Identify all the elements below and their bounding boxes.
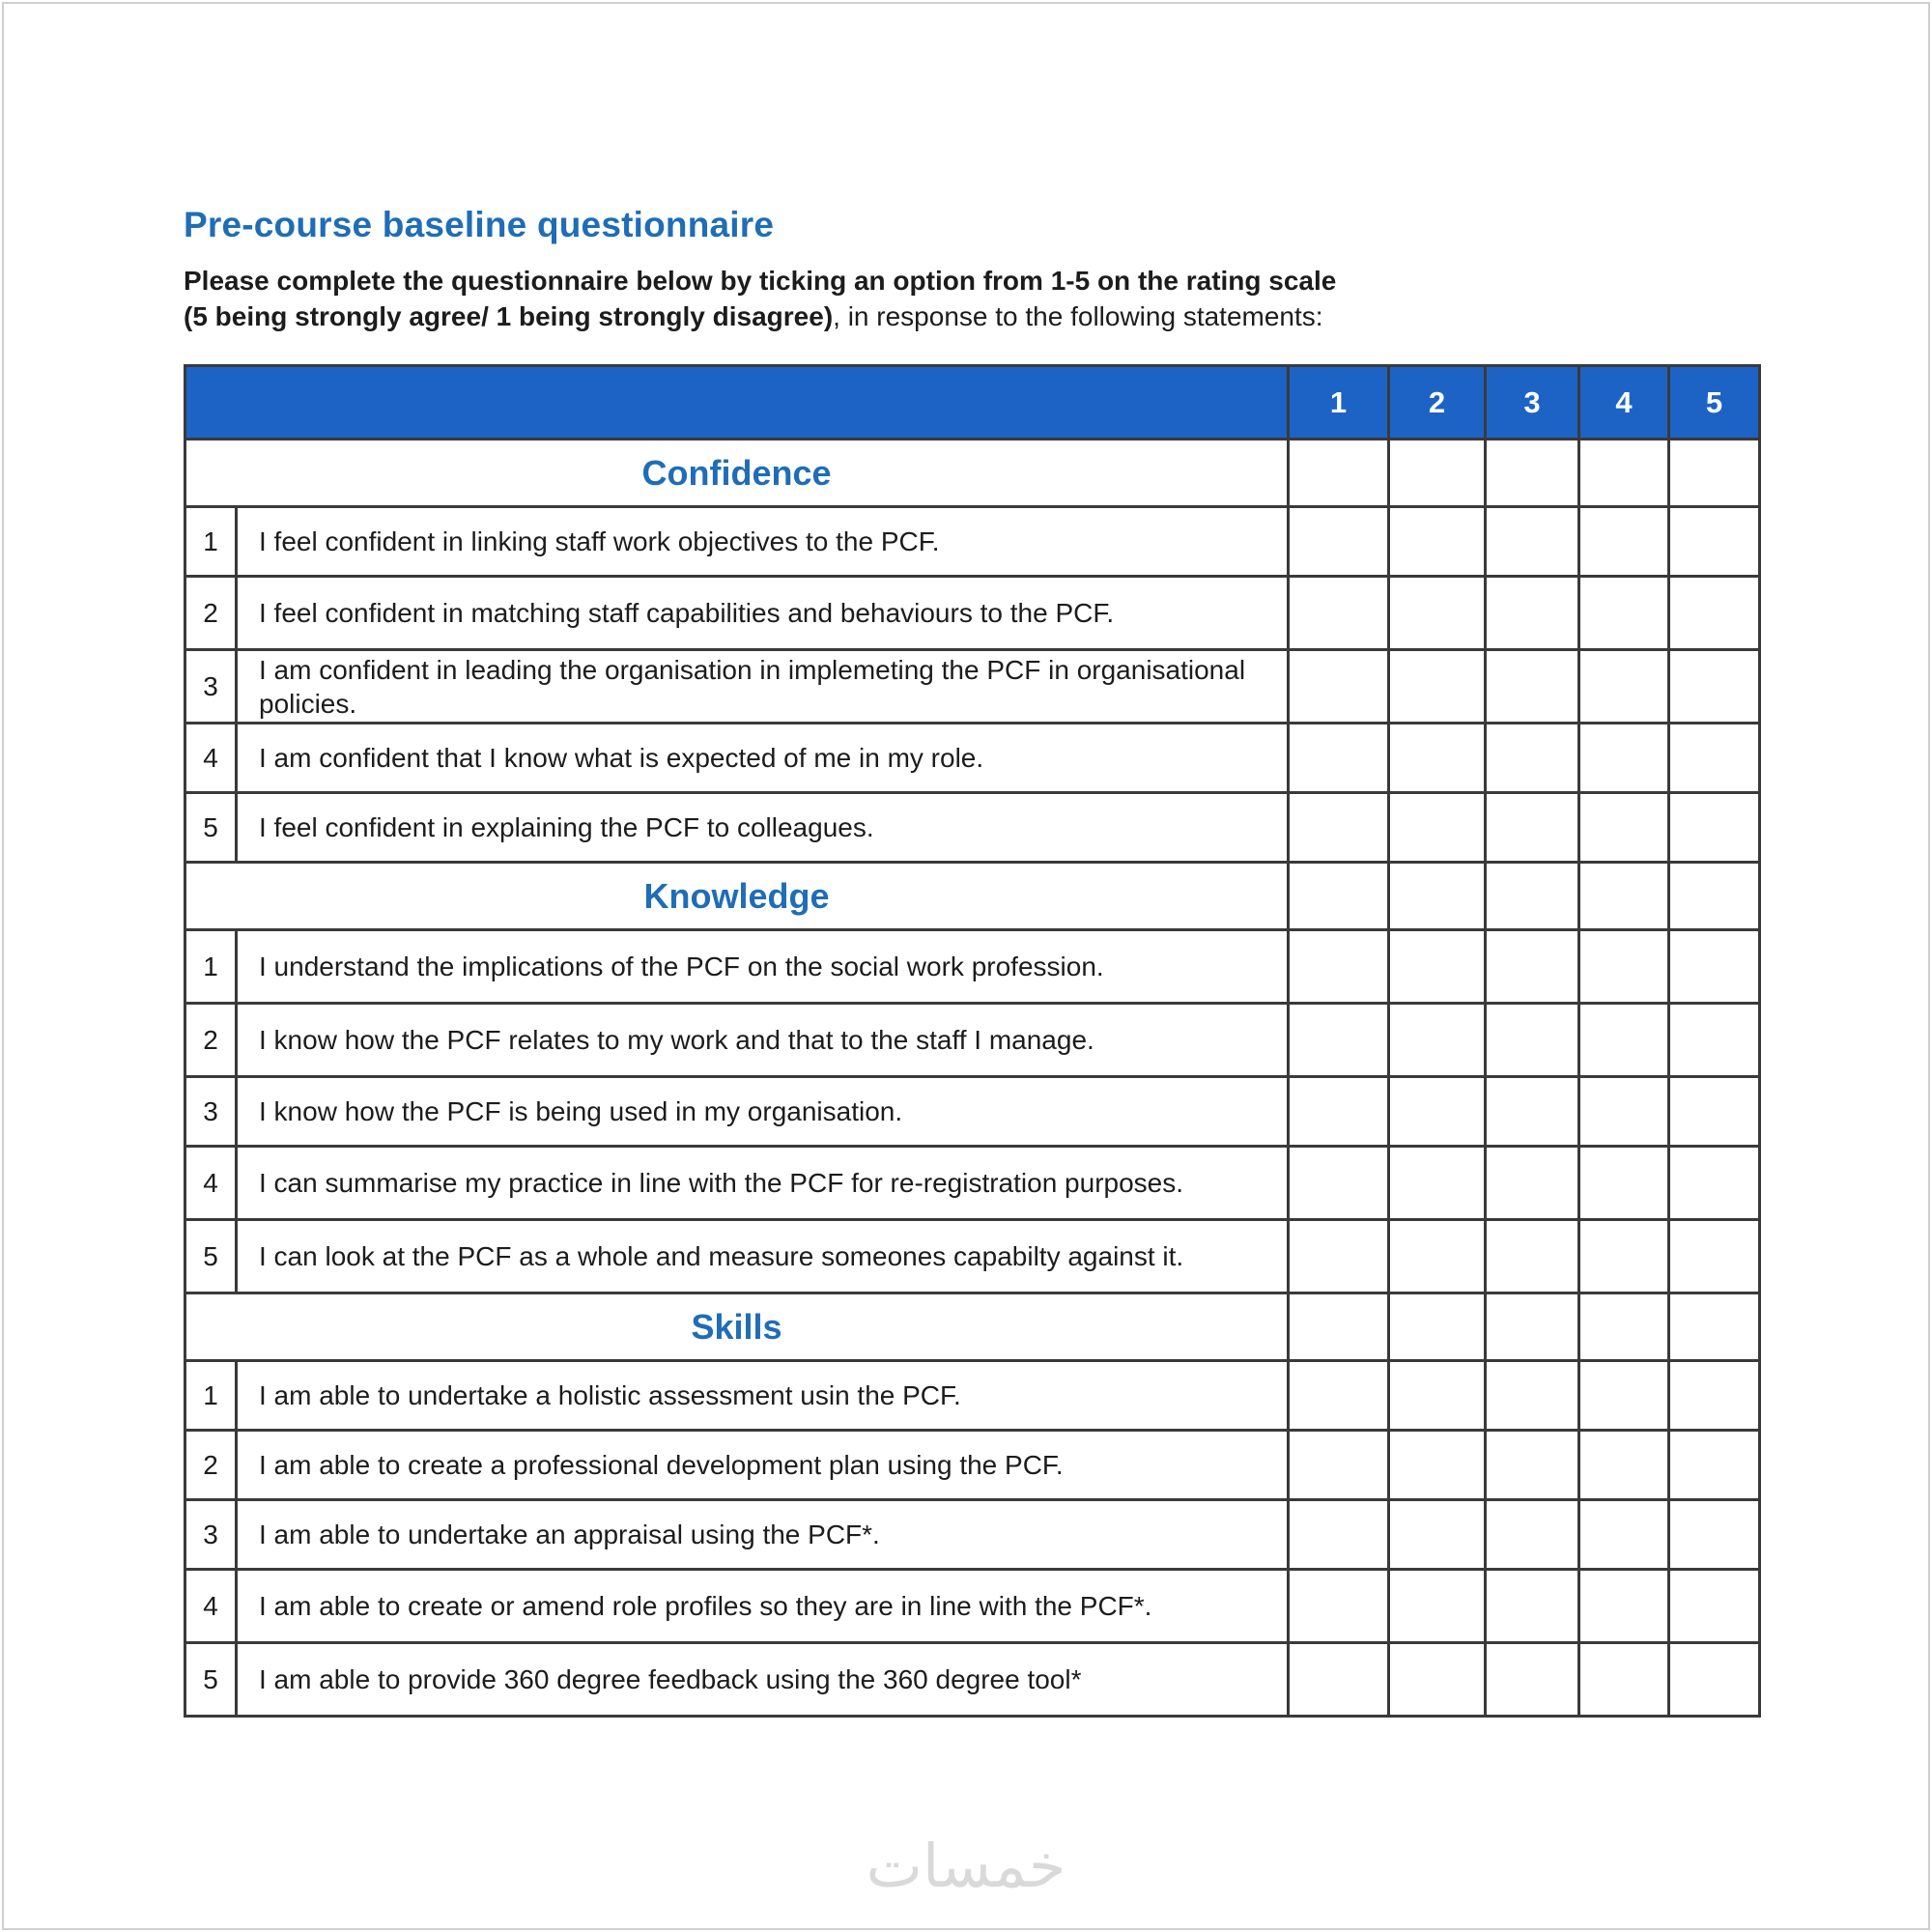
instructions-line-2-rest: , in response to the following statements: [833,301,1323,331]
rating-option-2[interactable] [1389,577,1486,650]
rating-option-1[interactable] [1289,930,1389,1004]
rating-option-1[interactable] [1289,507,1389,577]
statement-text: I am able to provide 360 degree feedback using the 360 degree tool* [237,1643,1289,1717]
section-rating-cell [1389,440,1486,507]
statement-number: 4 [185,1570,237,1643]
rating-option-4[interactable] [1579,1077,1669,1147]
rating-option-3[interactable] [1486,930,1579,1004]
section-rating-cell [1289,863,1389,930]
rating-option-4[interactable] [1579,724,1669,793]
rating-option-2[interactable] [1389,650,1486,724]
section-rating-cell [1486,863,1579,930]
rating-option-4[interactable] [1579,1220,1669,1293]
rating-option-4[interactable] [1579,577,1669,650]
rating-option-3[interactable] [1486,1570,1579,1643]
statement-number: 3 [185,650,237,724]
statement-row [185,1643,1760,1717]
rating-option-5[interactable] [1669,577,1760,650]
rating-option-4[interactable] [1579,1431,1669,1500]
section-row-confidence [185,440,1760,507]
rating-option-2[interactable] [1389,1147,1486,1220]
rating-option-5[interactable] [1669,1077,1760,1147]
section-rating-cell [1289,1293,1389,1361]
statement-number: 3 [185,1500,237,1570]
rating-option-1[interactable] [1289,1361,1389,1431]
rating-option-3[interactable] [1486,1643,1579,1717]
statement-text: I am confident in leading the organisation in implemeting the PCF in organisational policies. [237,650,1289,724]
rating-option-1[interactable] [1289,1077,1389,1147]
section-rating-cell [1486,1293,1579,1361]
scale-header-5: 5 [1669,366,1760,440]
statement-number: 4 [185,1147,237,1220]
instructions-line-1: Please complete the questionnaire below by ticking an option from 1-5 on the rating scale [184,266,1337,296]
rating-option-3[interactable] [1486,1500,1579,1570]
statement-row [185,1220,1760,1293]
statement-text: I am able to create or amend role profiles so they are in line with the PCF*. [237,1570,1289,1643]
rating-option-4[interactable] [1579,793,1669,863]
instructions-scale-definition: (5 being strongly agree/ 1 being strongly disagree) [184,301,834,331]
section-rating-cell [1669,440,1760,507]
statement-row [185,507,1760,577]
rating-option-5[interactable] [1669,1004,1760,1077]
rating-option-4[interactable] [1579,1361,1669,1431]
rating-option-3[interactable] [1486,507,1579,577]
rating-option-2[interactable] [1389,1077,1486,1147]
rating-option-3[interactable] [1486,793,1579,863]
rating-option-4[interactable] [1579,1500,1669,1570]
statement-row [185,1147,1760,1220]
rating-option-2[interactable] [1389,1004,1486,1077]
statement-row [185,1077,1760,1147]
statement-number: 3 [185,1077,237,1147]
rating-option-1[interactable] [1289,724,1389,793]
statement-number: 1 [185,1361,237,1431]
statement-text: I am able to undertake an appraisal using the PCF*. [237,1500,1289,1570]
statement-row [185,724,1760,793]
rating-option-5[interactable] [1669,724,1760,793]
statement-row [185,1570,1760,1643]
statement-number: 5 [185,1220,237,1293]
statement-text: I know how the PCF is being used in my organisation. [237,1077,1289,1147]
instructions [184,263,1690,334]
section-rating-cell [1579,1293,1669,1361]
statement-number: 4 [185,724,237,793]
statement-number: 2 [185,1431,237,1500]
rating-option-5[interactable] [1669,650,1760,724]
statement-text: I can summarise my practice in line with the PCF for re-registration purposes. [237,1147,1289,1220]
statement-text: I know how the PCF relates to my work and that to the staff I manage. [237,1004,1289,1077]
rating-option-1[interactable] [1289,1004,1389,1077]
section-rating-cell [1669,863,1760,930]
statement-row [185,1500,1760,1570]
rating-option-2[interactable] [1389,1361,1486,1431]
rating-option-4[interactable] [1579,1570,1669,1643]
statement-number: 1 [185,930,237,1004]
rating-option-5[interactable] [1669,1500,1760,1570]
rating-option-5[interactable] [1669,1147,1760,1220]
rating-option-4[interactable] [1579,1147,1669,1220]
rating-option-2[interactable] [1389,1643,1486,1717]
scale-header-1: 1 [1289,366,1389,440]
rating-option-5[interactable] [1669,1361,1760,1431]
scale-header-3: 3 [1486,366,1579,440]
rating-option-5[interactable] [1669,930,1760,1004]
section-row-knowledge [185,863,1760,930]
rating-option-4[interactable] [1579,650,1669,724]
statement-text: I can look at the PCF as a whole and measure someones capabilty against it. [237,1220,1289,1293]
section-rating-cell [1389,1293,1486,1361]
rating-option-3[interactable] [1486,1077,1579,1147]
statement-number: 2 [185,577,237,650]
statement-row [185,1361,1760,1431]
section-row-skills [185,1293,1760,1361]
statement-row [185,793,1760,863]
rating-option-2[interactable] [1389,1431,1486,1500]
section-rating-cell [1579,863,1669,930]
rating-option-2[interactable] [1389,1500,1486,1570]
instructions-line-2 [184,301,1323,331]
statement-row [185,1431,1760,1500]
scale-header-2: 2 [1389,366,1486,440]
rating-option-1[interactable] [1289,1643,1389,1717]
rating-scale-header [185,366,1760,440]
rating-option-1[interactable] [1289,1500,1389,1570]
rating-option-4[interactable] [1579,930,1669,1004]
rating-option-2[interactable] [1389,1570,1486,1643]
statement-number: 5 [185,793,237,863]
rating-option-5[interactable] [1669,1220,1760,1293]
rating-option-3[interactable] [1486,1147,1579,1220]
statement-row [185,930,1760,1004]
header-corner [185,366,1289,440]
rating-option-3[interactable] [1486,1431,1579,1500]
rating-option-3[interactable] [1486,650,1579,724]
statement-number: 1 [185,507,237,577]
statement-text: I am able to create a professional development plan using the PCF. [237,1431,1289,1500]
rating-option-1[interactable] [1289,1147,1389,1220]
rating-option-4[interactable] [1579,1004,1669,1077]
section-rating-cell [1669,1293,1760,1361]
section-rating-cell [1289,440,1389,507]
section-rating-cell [1486,440,1579,507]
statement-text: I am confident that I know what is expected of me in my role. [237,724,1289,793]
statement-row [185,577,1760,650]
statement-text: I am able to undertake a holistic assessment usin the PCF. [237,1361,1289,1431]
rating-option-2[interactable] [1389,507,1486,577]
statement-number: 2 [185,1004,237,1077]
statement-text: I feel confident in matching staff capabilities and behaviours to the PCF. [237,577,1289,650]
statement-text: I feel confident in linking staff work objectives to the PCF. [237,507,1289,577]
rating-option-1[interactable] [1289,1431,1389,1500]
rating-option-2[interactable] [1389,930,1486,1004]
page-title: Pre-course baseline questionnaire [184,205,775,244]
rating-option-1[interactable] [1289,793,1389,863]
rating-option-3[interactable] [1486,1220,1579,1293]
statement-row [185,650,1760,724]
statement-text: I feel confident in explaining the PCF to colleagues. [237,793,1289,863]
rating-option-5[interactable] [1669,1570,1760,1643]
section-title: Confidence [185,440,1289,507]
rating-option-1[interactable] [1289,1570,1389,1643]
rating-option-3[interactable] [1486,1361,1579,1431]
watermark-logo: خمسات [866,1831,1066,1901]
rating-option-5[interactable] [1669,1643,1760,1717]
rating-option-4[interactable] [1579,507,1669,577]
rating-option-3[interactable] [1486,577,1579,650]
rating-option-3[interactable] [1486,1004,1579,1077]
rating-option-2[interactable] [1389,1220,1486,1293]
rating-option-1[interactable] [1289,650,1389,724]
questionnaire-table [184,364,1761,1718]
section-title: Knowledge [185,863,1289,930]
rating-option-5[interactable] [1669,793,1760,863]
rating-option-2[interactable] [1389,793,1486,863]
rating-option-2[interactable] [1389,724,1486,793]
rating-option-4[interactable] [1579,1643,1669,1717]
statement-row [185,1004,1760,1077]
scale-header-4: 4 [1579,366,1669,440]
section-rating-cell [1579,440,1669,507]
rating-option-5[interactable] [1669,1431,1760,1500]
rating-option-1[interactable] [1289,577,1389,650]
rating-option-1[interactable] [1289,1220,1389,1293]
statement-text: I understand the implications of the PCF on the social work profession. [237,930,1289,1004]
rating-option-3[interactable] [1486,724,1579,793]
section-title: Skills [185,1293,1289,1361]
statement-number: 5 [185,1643,237,1717]
section-rating-cell [1389,863,1486,930]
rating-option-5[interactable] [1669,507,1760,577]
